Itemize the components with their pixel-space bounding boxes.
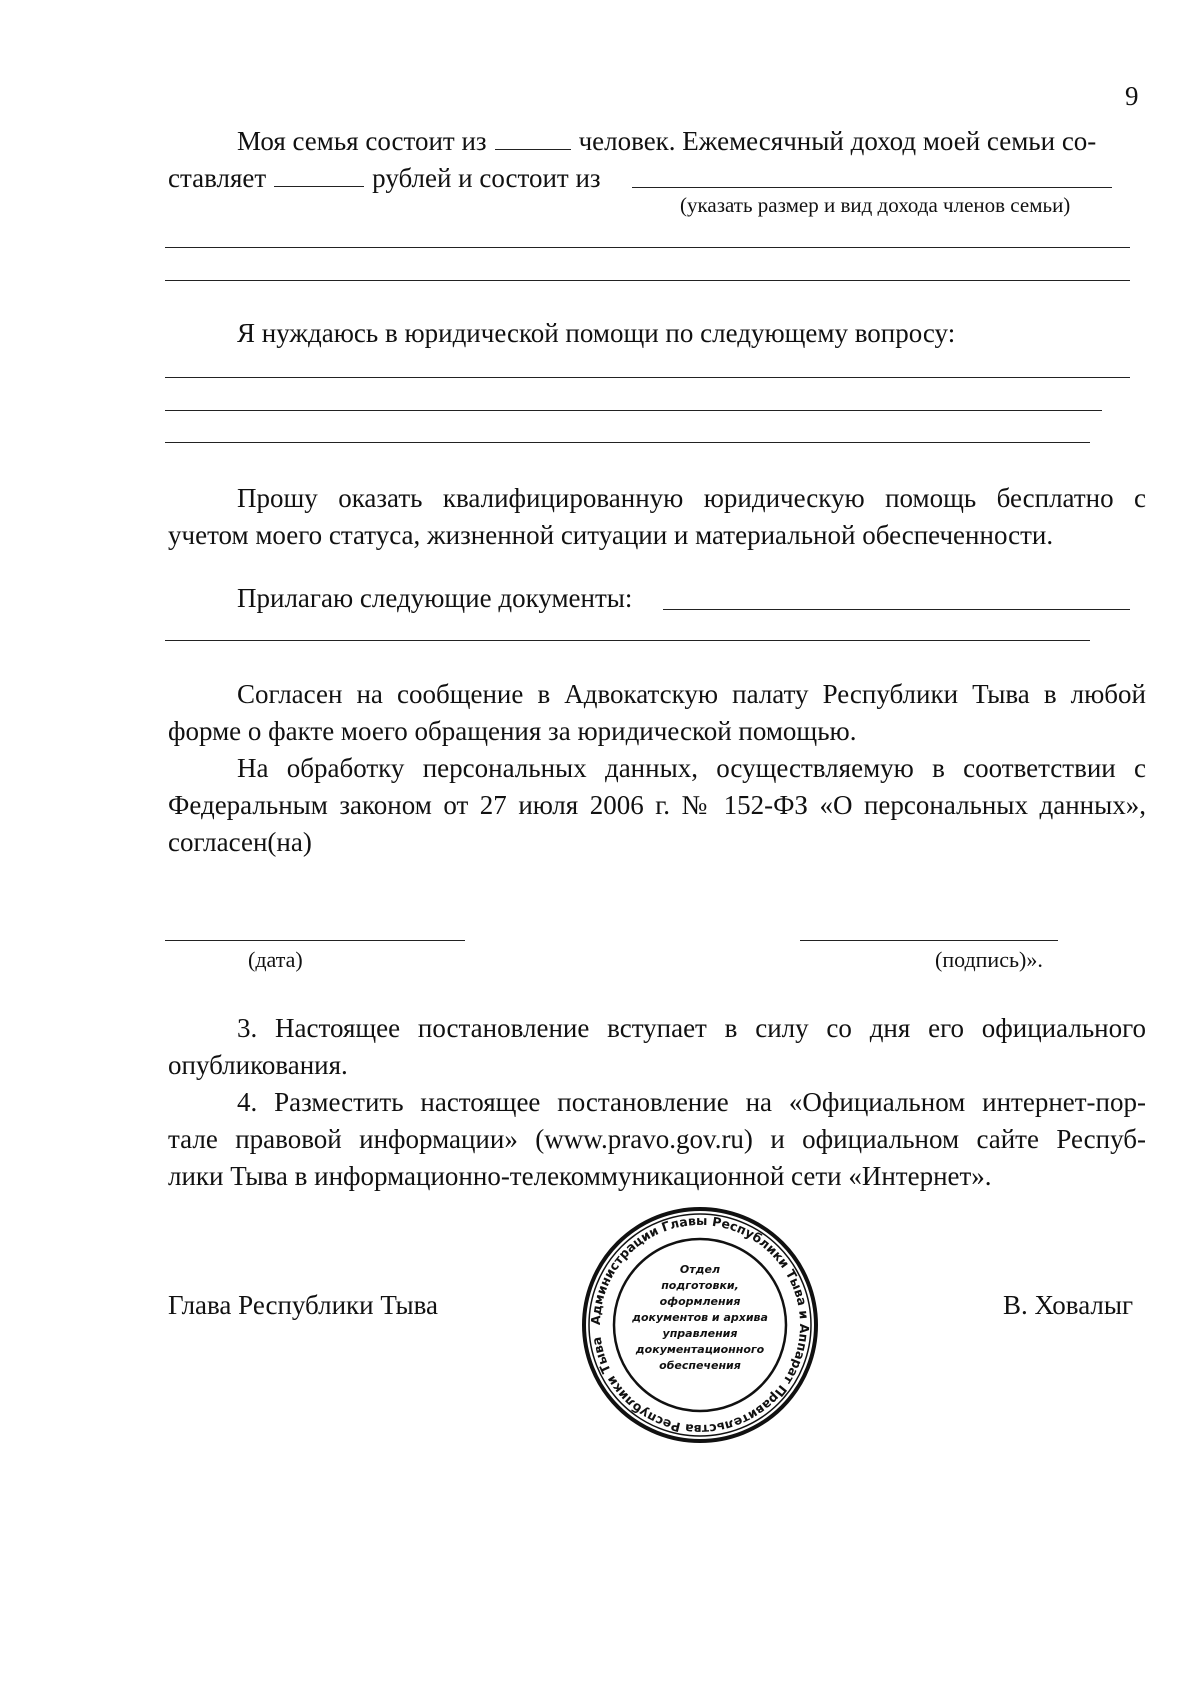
consent-line-3: На обработку персональных данных, осуществляемую в соответствии с: [237, 753, 1146, 783]
income-line-3[interactable]: [165, 280, 1130, 281]
consent-line-2: форме о факте моего обращения за юридической помощью.: [168, 716, 857, 746]
signature-label: (подпись)».: [935, 947, 1043, 972]
request-line-2: учетом моего статуса, жизненной ситуации и материальной обеспеченности.: [168, 520, 1054, 550]
svg-text:документационного: документационного: [635, 1343, 765, 1356]
clause-4-line-1: 4. Разместить настоящее постановление на «Официальном интернет-пор-: [237, 1087, 1146, 1117]
family-line-2-mid: рублей и состоит из: [372, 163, 601, 193]
svg-text:обеспечения: обеспечения: [659, 1359, 741, 1372]
clause-4-line-2: тале правовой информации» (www.pravo.gov.ru) и официальном сайте Респуб-: [168, 1124, 1146, 1154]
legal-help-question: Я нуждаюсь в юридической помощи по следующему вопросу:: [237, 318, 956, 348]
official-seal: [580, 1205, 820, 1445]
family-line-1-start: Моя семья состоит из: [237, 126, 487, 156]
clause-3-line-2: опубликования.: [168, 1050, 348, 1080]
request-line-1: Прошу оказать квалифицированную юридическую помощь бесплатно с: [237, 483, 1146, 513]
signature-line[interactable]: [800, 940, 1058, 941]
clauses-block: [168, 1010, 1146, 1195]
income-amount-blank[interactable]: [274, 164, 364, 187]
income-line-2[interactable]: [165, 247, 1130, 248]
family-line-1: [237, 123, 1096, 160]
svg-text:оформления: оформления: [659, 1295, 741, 1308]
date-label: (дата): [248, 947, 303, 972]
family-line-1-end: человек. Ежемесячный доход моей семьи со-: [578, 126, 1097, 156]
seal-ring-text: Администрации Главы Республики Тыва и Аппарат Правительства Республики Тыва: [587, 1212, 813, 1438]
date-line[interactable]: [165, 940, 465, 941]
legal-help-line-2[interactable]: [165, 410, 1102, 411]
attachments-label: Прилагаю следующие документы:: [237, 583, 633, 613]
family-line-2-start: ставляет: [168, 163, 267, 193]
request-paragraph: [168, 480, 1146, 554]
legal-help-line-3[interactable]: [165, 442, 1090, 443]
income-source-blank[interactable]: [632, 187, 1112, 188]
page-number: 9: [1125, 81, 1139, 111]
footer-position: Глава Республики Тыва: [168, 1290, 439, 1320]
legal-help-line-1[interactable]: [165, 377, 1130, 378]
consent-line-5: согласен(на): [168, 827, 312, 857]
consent-line-4: Федеральным законом от 27 июля 2006 г. № 152-ФЗ «О персональных данных»,: [168, 790, 1146, 820]
attachments-line-1[interactable]: [663, 609, 1130, 610]
family-line-2: [168, 160, 601, 197]
consent-paragraph: [168, 676, 1146, 861]
family-size-blank[interactable]: [495, 127, 571, 150]
svg-text:документов и архива: документов и архива: [632, 1311, 768, 1324]
svg-text:управления: управления: [662, 1327, 738, 1340]
clause-4-line-3: лики Тыва в информационно-телекоммуникационной сети «Интернет».: [168, 1161, 992, 1191]
svg-text:Отдел: Отдел: [679, 1263, 721, 1276]
footer-name: В. Ховалыг: [1003, 1290, 1134, 1320]
consent-line-1: Согласен на сообщение в Адвокатскую палату Республики Тыва в любой: [237, 679, 1146, 709]
svg-text:подготовки,: подготовки,: [661, 1279, 739, 1292]
clause-3-line-1: 3. Настоящее постановление вступает в силу со дня его официального: [237, 1013, 1146, 1043]
attachments-line-2[interactable]: [165, 640, 1090, 641]
seal-center-text: [631, 1263, 768, 1372]
income-hint: (указать размер и вид дохода членов семьи): [680, 193, 1071, 217]
